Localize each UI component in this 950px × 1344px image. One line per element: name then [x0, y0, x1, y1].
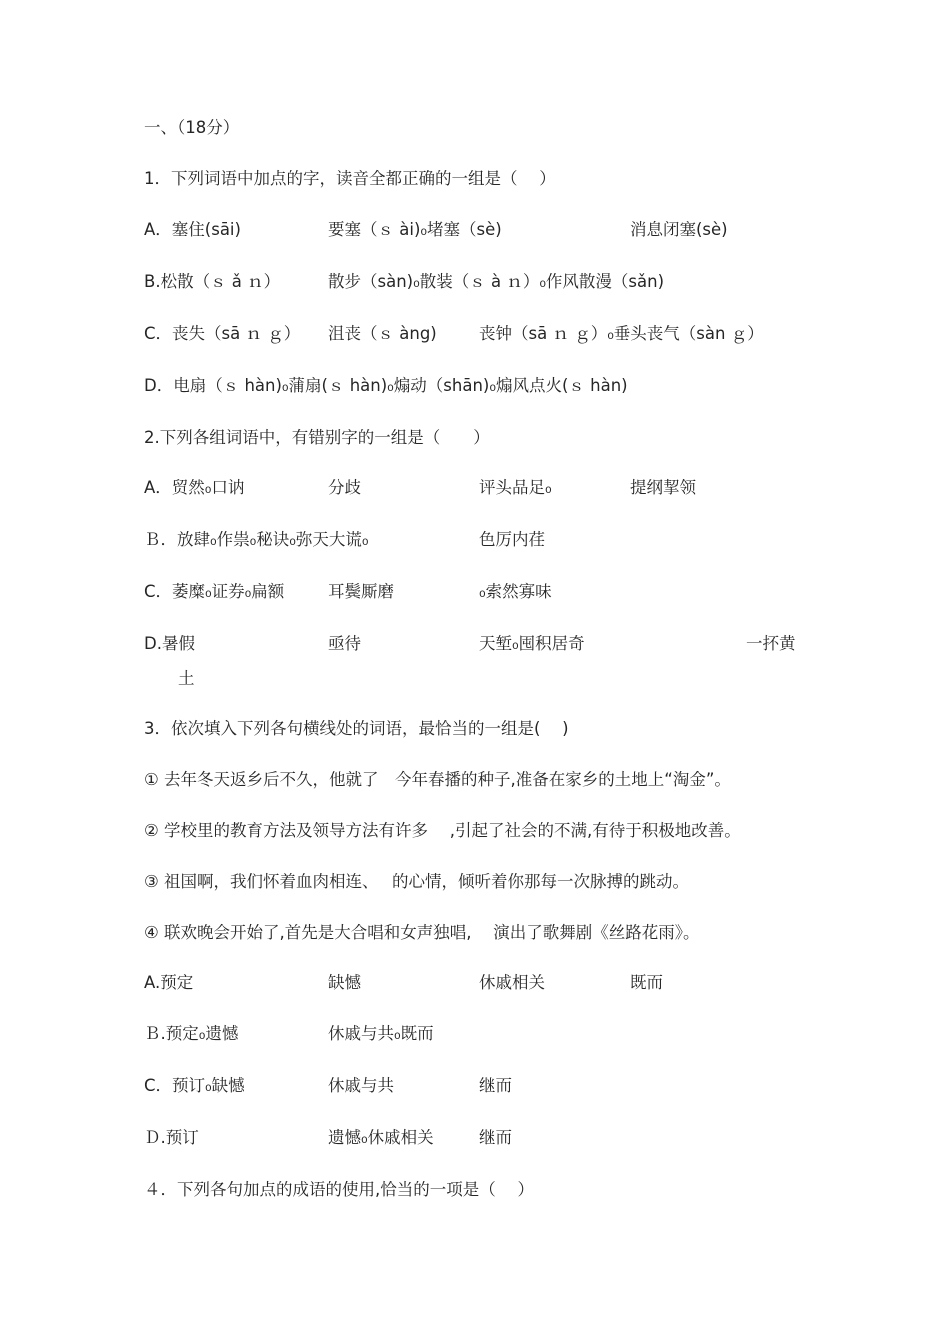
- option-text: 丧钟（sā ｎ ｇ）₀垂头丧气（sàn ｇ）: [479, 324, 764, 343]
- option-text: 继而: [479, 1076, 512, 1095]
- option-text: ₀索然寡味: [479, 582, 552, 601]
- option-text: 亟待: [328, 634, 361, 653]
- option-text: 休戚与共: [328, 1076, 394, 1095]
- section-heading: 一、（18分）: [144, 118, 240, 137]
- option-text: 耳鬓厮磨: [328, 582, 394, 601]
- option-text: 休戚与共₀既而: [328, 1024, 434, 1043]
- option-text: 沮丧（ｓ àng): [328, 324, 437, 343]
- option-text: 继而: [479, 1128, 512, 1147]
- question-3-sentence-1: ① 去年冬天返乡后不久，他就了 今年春播的种子,准备在家乡的土地上“淘金”。: [144, 770, 731, 789]
- option-text: C．丧失（sā ｎ ｇ）: [144, 324, 301, 343]
- option-text: 休戚相关: [479, 973, 545, 992]
- option-text: A．塞住(sāi): [144, 220, 241, 239]
- question-1-stem: 1．下列词语中加点的字，读音全都正确的一组是（ ）: [144, 169, 556, 188]
- question-3-sentence-4: ④ 联欢晚会开始了,首先是大合唱和女声独唱, 演出了歌舞剧《丝路花雨》。: [144, 923, 700, 942]
- option-text: Ｂ．放肆₀作祟₀秘诀₀弥天大谎₀: [144, 530, 369, 549]
- option-text: 遗憾₀休戚相关: [328, 1128, 434, 1147]
- option-text: 提纲挈领: [630, 478, 696, 497]
- option-text: 散步（sàn)₀散装（ｓ à ｎ）₀作风散漫（sǎn): [328, 272, 665, 291]
- option-text: C．预订₀缺憾: [144, 1076, 245, 1095]
- option-text: 天堑₀囤积居奇: [479, 634, 585, 653]
- option-text: 色厉内荏: [479, 530, 545, 549]
- question-2-stem: 2.下列各组词语中，有错别字的一组是（ ）: [144, 428, 490, 447]
- option-text: Ｄ.预订: [144, 1128, 199, 1147]
- option-text: D．电扇（ｓ hàn)₀蒲扇(ｓ hàn)₀煽动（shān)₀煽风点火(ｓ hàn): [144, 376, 628, 395]
- option-text: Ｂ.预定₀遗憾: [144, 1024, 239, 1043]
- option-text: C．萎糜₀证券₀扁额: [144, 582, 285, 601]
- option-text: 既而: [630, 973, 663, 992]
- question-3-stem: 3．依次填入下列各句横线处的词语，最恰当的一组是( ): [144, 719, 569, 738]
- option-text: 消息闭塞(sè): [630, 220, 728, 239]
- option-text: 分歧: [328, 478, 361, 497]
- option-text: D.暑假: [144, 634, 195, 653]
- option-text: A．贸然₀口讷: [144, 478, 245, 497]
- question-4-stem: ４．下列各句加点的成语的使用,恰当的一项是（ ）: [144, 1180, 534, 1199]
- option-text: A.预定: [144, 973, 194, 992]
- question-3-sentence-2: ② 学校里的教育方法及领导方法有许多 ,引起了社会的不满,有待于积极地改善。: [144, 821, 741, 840]
- option-text: B.松散（ｓ ǎ ｎ）: [144, 272, 281, 291]
- option-text: 缺憾: [328, 973, 361, 992]
- question-3-sentence-3: ③ 祖国啊，我们怀着血肉相连、 的心情，倾听着你那每一次脉搏的跳动。: [144, 872, 690, 891]
- option-text: 评头品足₀: [479, 478, 552, 497]
- option-text: 一抔黄: [746, 634, 796, 653]
- option-text-continuation: 土: [178, 669, 195, 688]
- option-text: 要塞（ｓ ài)₀堵塞（sè): [328, 220, 502, 239]
